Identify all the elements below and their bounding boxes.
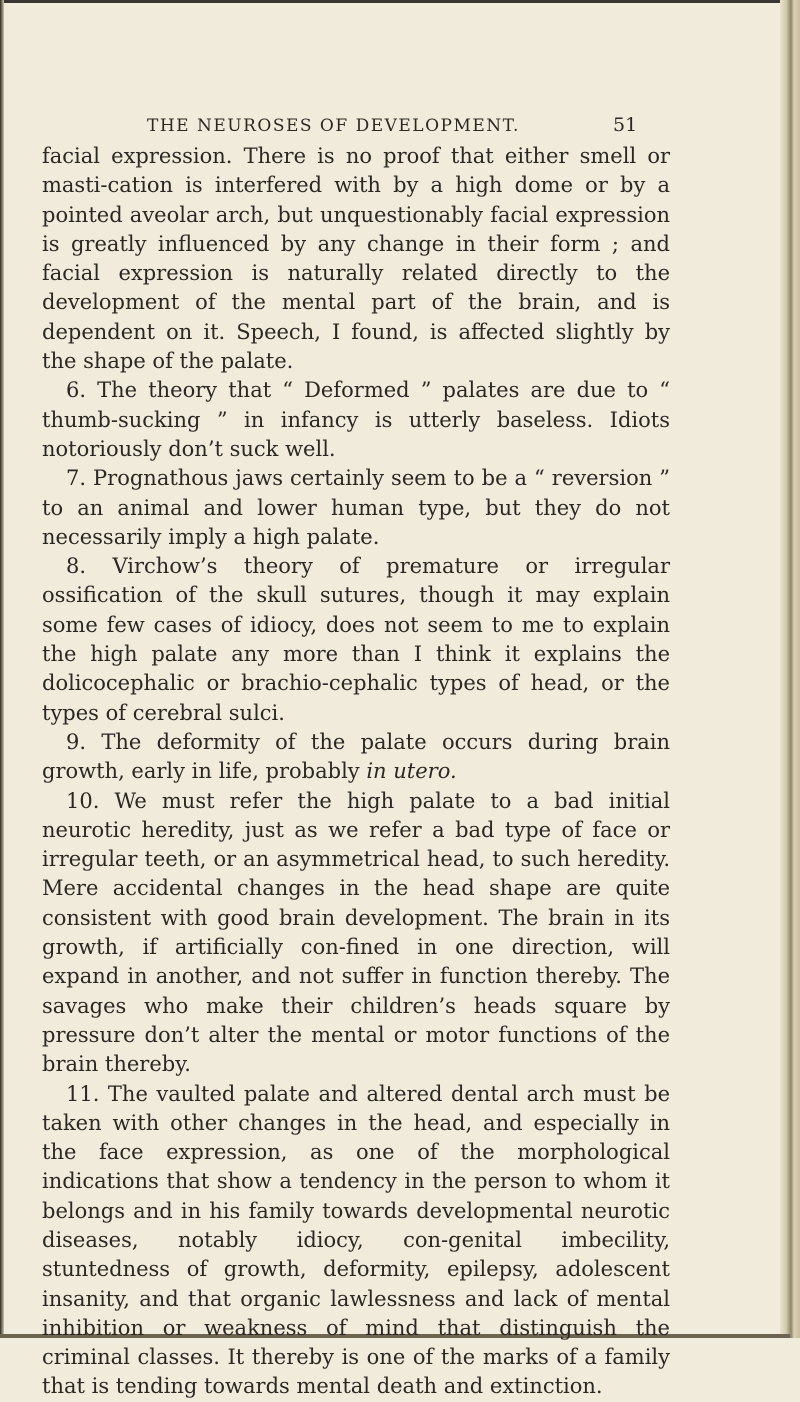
paragraph-9 <box>42 728 670 787</box>
running-title: THE NEUROSES OF DEVELOPMENT. <box>147 116 520 136</box>
paragraph-11: 11. The vaulted palate and altered dental arch must be taken with other changes in the head, and especially in the face expression, as one of the morphological indications that show a tendency in the person to whom it belongs and in his family towards developmental neurotic diseases, notably idiocy, con-genital imbecility, stuntedness of growth, deformity, epilepsy, adolescent insanity, and that organic lawlessness and lack of mental inhibition or weakness of mind that distinguish the criminal classes. It thereby is one of the marks of a family that is tending towards mental death and extinction. <box>42 1081 670 1399</box>
book-spine-edge <box>780 0 800 1338</box>
body-text <box>42 142 670 1402</box>
paragraph-facial-expression: facial expression. There is no proof that either smell or masti-cation is interfered with by a high dome or by a pointed aveolar arch, but unquestionably facial expression is greatly influenced by any change in their form ; and facial expression is naturally related directly to the development of the mental part of the brain, and is dependent on it. Speech, I found, is affected slightly by the shape of the palate. <box>42 144 670 374</box>
top-page-edge <box>0 0 790 3</box>
paragraph-9-text: 9. The deformity of the palate occurs during brain growth, early in life, probably <box>42 729 670 784</box>
page-number: 51 <box>613 114 638 136</box>
paragraph-6: 6. The theory that “ Deformed ” palates are due to “ thumb-sucking ” in infancy is utterly baseless. Idiots notoriously don’t suck well. <box>42 378 670 461</box>
paragraph-9-italic: in utero. <box>366 759 457 784</box>
running-head <box>0 112 800 142</box>
paragraph-10: 10. We must refer the high palate to a bad initial neurotic heredity, just as we refer a bad type of face or irregular teeth, or an asymmetrical head, to such heredity. Mere accidental changes in the head shape are quite consistent with good brain development. The brain in its growth, if artificially con-fined in one direction, will expand in another, and not suffer in function thereby. The savages who make their children’s heads square by pressure don’t alter the mental or motor functions of the brain thereby. <box>42 788 670 1077</box>
paragraph-8: 8. Virchow’s theory of premature or irregular ossification of the skull sutures, though it may explain some few cases of idiocy, does not seem to me to explain the high palate any more than I think it explains the dolicocephalic or brachio-cephalic types of head, or the types of cerebral sulci. <box>42 554 670 725</box>
left-page-edge <box>0 0 4 1338</box>
paragraph-7: 7. Prognathous jaws certainly seem to be a “ reversion ” to an animal and lower human type, but they do not necessarily imply a high palate. <box>42 466 670 549</box>
